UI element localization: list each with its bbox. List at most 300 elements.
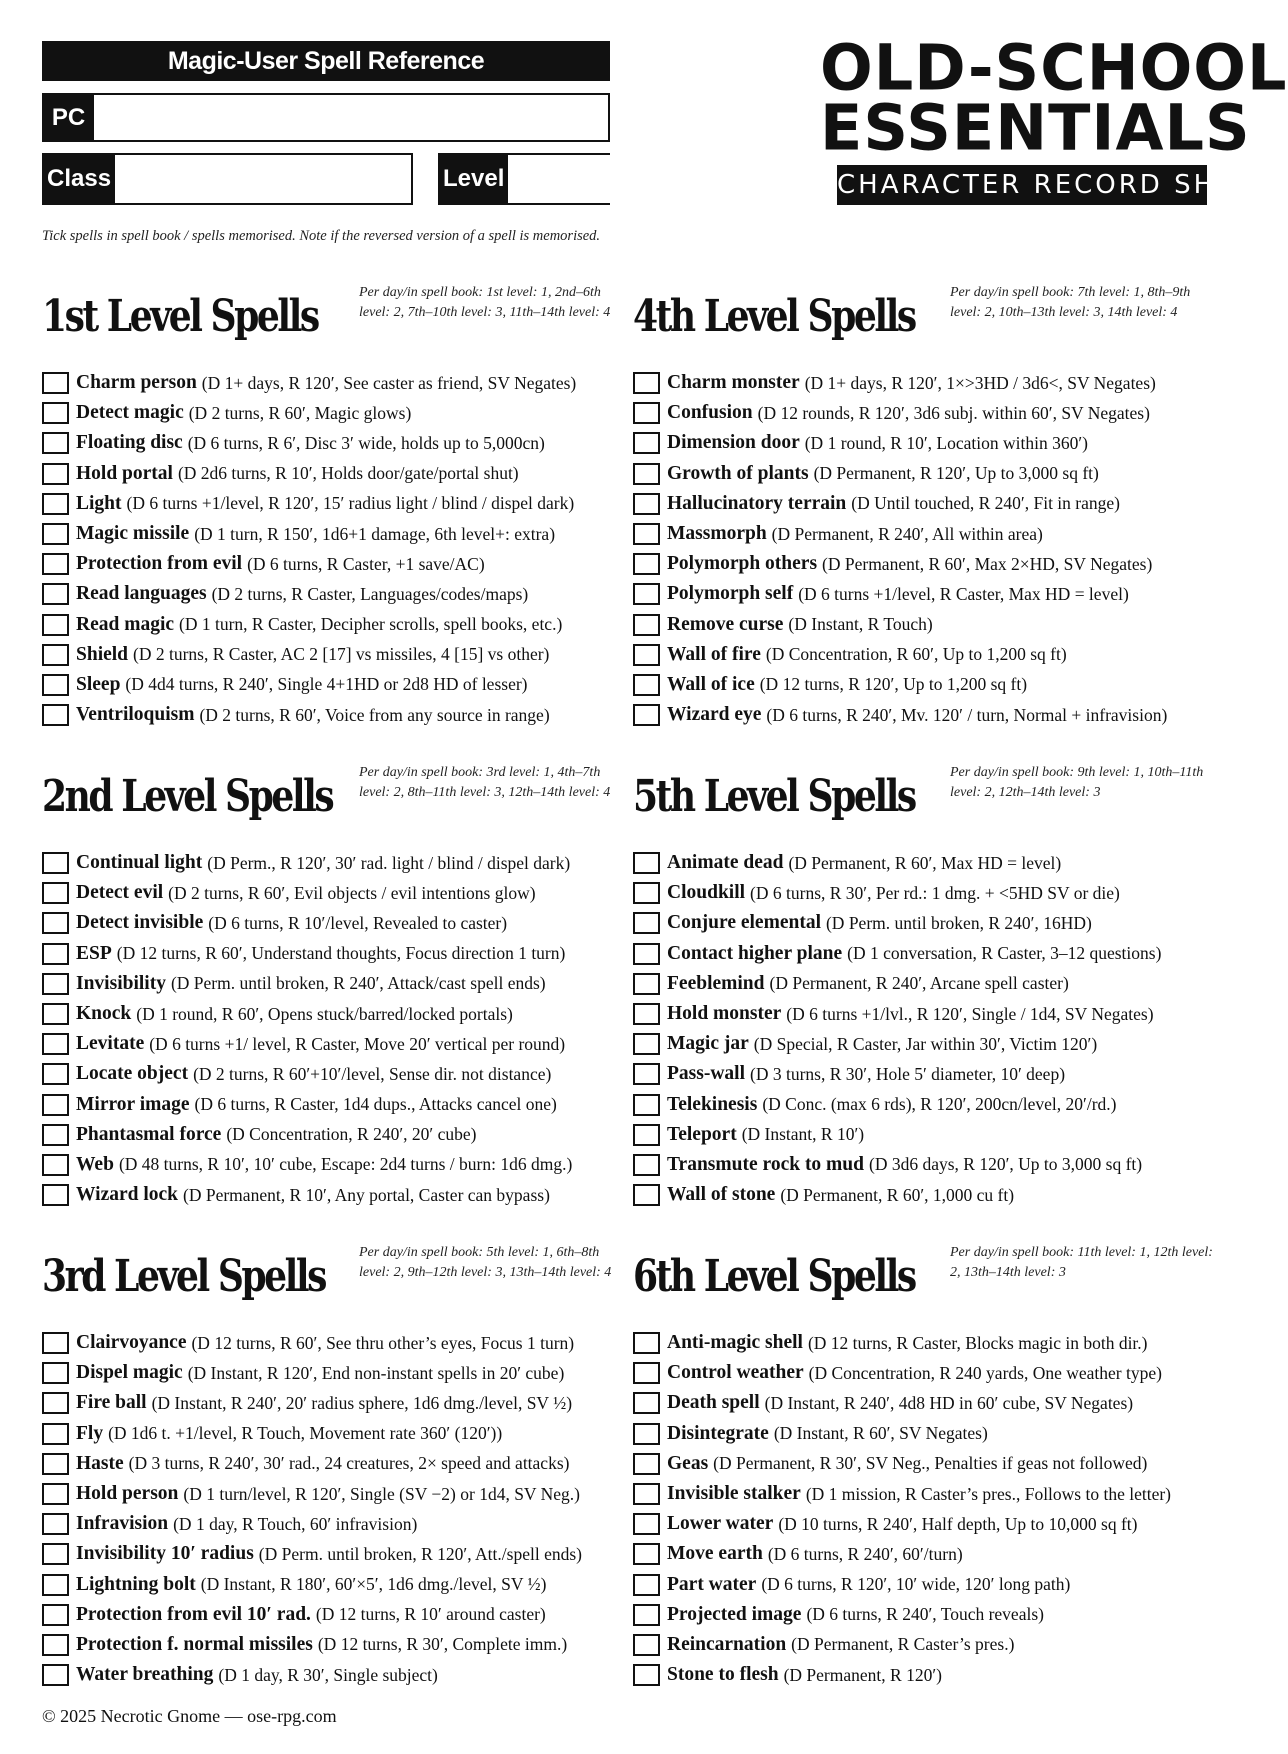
spell-checkbox[interactable] bbox=[633, 402, 660, 424]
spell-checkbox[interactable] bbox=[633, 644, 660, 666]
pc-label: PC bbox=[44, 95, 94, 140]
spell-checkbox[interactable] bbox=[633, 493, 660, 515]
spell-checkbox[interactable] bbox=[633, 1124, 660, 1146]
spell-row bbox=[42, 999, 642, 1029]
spell-row bbox=[42, 1180, 642, 1210]
spell-details: (D Instant, R 120′, End non-instant spells in 20′ cube) bbox=[187, 1362, 565, 1383]
spell-name: Levitate bbox=[76, 1033, 145, 1055]
spell-checkbox[interactable] bbox=[42, 1184, 69, 1206]
spell-details: (D Instant, R 180′, 60′×5′, 1d6 dmg./level, SV ½) bbox=[200, 1574, 547, 1595]
spell-details: (D 48 turns, R 10′, 10′ cube, Escape: 2d4 turns / burn: 1d6 dmg.) bbox=[118, 1154, 573, 1175]
spell-row bbox=[633, 848, 1233, 878]
spell-checkbox[interactable] bbox=[633, 882, 660, 904]
spell-checkbox[interactable] bbox=[633, 1423, 660, 1445]
spell-details: (D 6 turns, R Caster, 1d4 dups., Attacks cancel one) bbox=[194, 1094, 557, 1115]
spell-checkbox[interactable] bbox=[42, 912, 69, 934]
spell-name: Hold monster bbox=[667, 1003, 782, 1025]
spell-name: Continual light bbox=[76, 852, 203, 874]
logo-line-1: OLD-SCHOOL bbox=[820, 30, 1288, 105]
spell-name: Hold portal bbox=[76, 462, 173, 484]
spell-details: (D 6 turns +1/level, R 120′, 15′ radius light / blind / dispel dark) bbox=[126, 493, 575, 514]
spell-name: Growth of plants bbox=[667, 462, 809, 484]
spell-name: Invisibility bbox=[76, 972, 166, 994]
spell-checkbox[interactable] bbox=[42, 553, 69, 575]
section-level-3 bbox=[42, 1243, 622, 1686]
spell-name: ESP bbox=[76, 942, 112, 964]
per-day-note: Per day/in spell book: 3rd level: 1, 4th–7th level: 2, 8th–11th level: 3, 12th–14th level: 4 bbox=[359, 765, 611, 800]
spell-checkbox[interactable] bbox=[633, 852, 660, 874]
spell-row bbox=[42, 908, 642, 938]
spell-details: (D Permanent, R 240′, All within area) bbox=[771, 523, 1043, 544]
spell-name: Hallucinatory terrain bbox=[667, 492, 847, 514]
spell-row bbox=[42, 459, 642, 489]
spell-name: Wizard eye bbox=[667, 704, 762, 726]
spell-details: (D Instant, R 10′) bbox=[741, 1124, 865, 1145]
spell-checkbox[interactable] bbox=[633, 912, 660, 934]
spell-checkbox[interactable] bbox=[42, 1664, 69, 1686]
pc-input[interactable] bbox=[94, 95, 608, 140]
spell-name: Geas bbox=[667, 1452, 709, 1474]
spell-details: (D 12 turns, R 120′, Up to 1,200 sq ft) bbox=[759, 674, 1028, 695]
spell-name: Detect evil bbox=[76, 882, 164, 904]
spell-details: (D 3 turns, R 30′, Hole 5′ diameter, 10′ deep) bbox=[750, 1063, 1066, 1084]
spell-checkbox[interactable] bbox=[42, 372, 69, 394]
spell-details: (D 6 turns, R 6′, Disc 3′ wide, holds up to 5,000cn) bbox=[187, 432, 545, 453]
spell-row bbox=[633, 670, 1233, 700]
spell-checkbox[interactable] bbox=[42, 614, 69, 636]
spell-name: Cloudkill bbox=[667, 882, 746, 904]
spell-details: (D Permanent, R 30′, SV Neg., Penalties if geas not followed) bbox=[713, 1453, 1148, 1474]
spell-details: (D 2 turns, R 60′, Magic glows) bbox=[188, 402, 412, 423]
spell-name: Pass-wall bbox=[667, 1063, 745, 1085]
spell-row bbox=[633, 489, 1233, 519]
spell-checkbox[interactable] bbox=[42, 882, 69, 904]
spell-row bbox=[633, 579, 1233, 609]
spell-name: Charm person bbox=[76, 372, 197, 394]
spell-row bbox=[633, 1509, 1233, 1539]
section-level-4 bbox=[633, 283, 1213, 726]
spell-name: Ventriloquism bbox=[76, 704, 195, 726]
spell-name: Death spell bbox=[667, 1392, 760, 1414]
spell-name: Feeblemind bbox=[667, 972, 765, 994]
spell-checkbox[interactable] bbox=[42, 1033, 69, 1055]
spell-details: (D Permanent, R 60′, 1,000 cu ft) bbox=[780, 1184, 1015, 1205]
section-heading: 5th Level Spells bbox=[633, 771, 915, 822]
spell-checkbox[interactable] bbox=[633, 1033, 660, 1055]
spell-checkbox[interactable] bbox=[42, 1094, 69, 1116]
spell-row bbox=[633, 1419, 1233, 1449]
spell-row bbox=[633, 1660, 1233, 1690]
spell-list bbox=[42, 848, 642, 1210]
spell-details: (D 2 turns, R 60′+10′/level, Sense dir. not distance) bbox=[193, 1063, 552, 1084]
spell-checkbox[interactable] bbox=[633, 1664, 660, 1686]
spell-checkbox[interactable] bbox=[42, 852, 69, 874]
per-day-note: Per day/in spell book: 11th level: 1, 12th level: 2, 13th–14th level: 3 bbox=[950, 1245, 1213, 1280]
spell-name: Conjure elemental bbox=[667, 912, 821, 934]
spell-list bbox=[42, 368, 642, 730]
spell-details: (D 6 turns, R 240′, Touch reveals) bbox=[806, 1604, 1044, 1625]
section-level-2 bbox=[42, 763, 622, 1206]
spell-checkbox[interactable] bbox=[633, 1332, 660, 1354]
spell-name: Lower water bbox=[667, 1513, 774, 1535]
spell-checkbox[interactable] bbox=[633, 1392, 660, 1414]
spell-row bbox=[633, 640, 1233, 670]
spell-details: (D 6 turns +1/ level, R Caster, Move 20′ vertical per round) bbox=[149, 1033, 566, 1054]
spell-name: Move earth bbox=[667, 1543, 763, 1565]
logo-line-2: ESSENTIALS bbox=[820, 90, 1251, 165]
spell-name: Light bbox=[76, 492, 122, 514]
spell-name: Read magic bbox=[76, 613, 175, 635]
spell-row bbox=[633, 1120, 1233, 1150]
spell-checkbox[interactable] bbox=[42, 1634, 69, 1656]
spell-name: Control weather bbox=[667, 1362, 804, 1384]
class-input[interactable] bbox=[115, 155, 411, 203]
spell-row bbox=[633, 1449, 1233, 1479]
spell-name: Fly bbox=[76, 1422, 104, 1444]
spell-checkbox[interactable] bbox=[633, 372, 660, 394]
spell-checkbox[interactable] bbox=[633, 1453, 660, 1475]
spell-name: Infravision bbox=[76, 1513, 169, 1535]
spell-name: Knock bbox=[76, 1003, 132, 1025]
spell-details: (D Perm., R 120′, 30′ rad. light / blind / dispel dark) bbox=[207, 852, 571, 873]
spell-checkbox[interactable] bbox=[42, 1483, 69, 1505]
spell-details: (D Conc. (max 6 rds), R 120′, 200cn/level, 20′/rd.) bbox=[762, 1094, 1117, 1115]
spell-checkbox[interactable] bbox=[42, 1423, 69, 1445]
spell-checkbox[interactable] bbox=[42, 1392, 69, 1414]
spell-name: Telekinesis bbox=[667, 1093, 758, 1115]
spell-details: (D Perm. until broken, R 240′, 16HD) bbox=[825, 912, 1092, 933]
section-heading: 4th Level Spells bbox=[633, 291, 915, 342]
spell-checkbox[interactable] bbox=[42, 644, 69, 666]
spell-row bbox=[633, 549, 1233, 579]
section-level-1 bbox=[42, 283, 622, 726]
section-heading: 6th Level Spells bbox=[633, 1251, 915, 1302]
spell-name: Massmorph bbox=[667, 523, 767, 545]
spell-details: (D 6 turns +1/lvl., R 120′, Single / 1d4, SV Negates) bbox=[786, 1003, 1154, 1024]
spell-row bbox=[42, 1029, 642, 1059]
spell-details: (D 2 turns, R Caster, Languages/codes/maps) bbox=[211, 583, 529, 604]
spell-row bbox=[633, 1090, 1233, 1120]
spell-name: Phantasmal force bbox=[76, 1123, 222, 1145]
spell-row bbox=[42, 1660, 642, 1690]
spell-checkbox[interactable] bbox=[42, 1604, 69, 1626]
spell-checkbox[interactable] bbox=[633, 1184, 660, 1206]
spell-name: Protection from evil bbox=[76, 553, 243, 575]
per-day-note: Per day/in spell book: 1st level: 1, 2nd–6th level: 2, 7th–10th level: 3, 11th–14th level: 4 bbox=[359, 285, 611, 320]
spell-checkbox[interactable] bbox=[633, 463, 660, 485]
spell-name: Wall of ice bbox=[667, 673, 755, 695]
spell-name: Stone to flesh bbox=[667, 1664, 779, 1686]
spell-details: (D 2 turns, R 60′, Evil objects / evil intentions glow) bbox=[168, 882, 536, 903]
section-heading: 1st Level Spells bbox=[42, 291, 318, 342]
spell-list bbox=[633, 848, 1233, 1210]
class-field bbox=[42, 153, 413, 205]
spell-row bbox=[633, 1180, 1233, 1210]
spell-name: Dispel magic bbox=[76, 1362, 183, 1384]
spell-name: Wizard lock bbox=[76, 1184, 179, 1206]
spell-checkbox[interactable] bbox=[633, 1604, 660, 1626]
spell-details: (D 2 turns, R Caster, AC 2 [17] vs missiles, 4 [15] vs other) bbox=[133, 644, 550, 665]
spell-details: (D 12 turns, R 60′, Understand thoughts, Focus direction 1 turn) bbox=[116, 943, 566, 964]
spell-details: (D 1 turn, R Caster, Decipher scrolls, spell books, etc.) bbox=[179, 614, 563, 635]
spell-checkbox[interactable] bbox=[633, 1634, 660, 1656]
spell-details: (D 6 turns, R 120′, 10′ wide, 120′ long path) bbox=[761, 1574, 1071, 1595]
spell-row bbox=[633, 368, 1233, 398]
spell-row bbox=[42, 368, 642, 398]
spell-name: Floating disc bbox=[76, 432, 183, 454]
spell-details: (D Permanent, R 60′, Max 2×HD, SV Negates) bbox=[822, 553, 1153, 574]
spell-checkbox[interactable] bbox=[42, 973, 69, 995]
spell-checkbox[interactable] bbox=[42, 1513, 69, 1535]
spell-checkbox[interactable] bbox=[42, 1543, 69, 1565]
spell-details: (D Concentration, R 60′, Up to 1,200 sq ft) bbox=[765, 644, 1067, 665]
spell-name: Polymorph others bbox=[667, 553, 818, 575]
spell-details: (D Until touched, R 240′, Fit in range) bbox=[851, 493, 1120, 514]
spell-checkbox[interactable] bbox=[633, 614, 660, 636]
spell-checkbox[interactable] bbox=[633, 1003, 660, 1025]
spell-name: Protection from evil 10′ rad. bbox=[76, 1603, 311, 1625]
spell-name: Remove curse bbox=[667, 613, 784, 635]
spell-name: Contact higher plane bbox=[667, 942, 843, 964]
spell-details: (D 1 day, R Touch, 60′ infravision) bbox=[173, 1513, 418, 1534]
spell-name: Detect invisible bbox=[76, 912, 204, 934]
spell-details: (D 1+ days, R 120′, See caster as friend, SV Negates) bbox=[201, 372, 577, 393]
spell-name: Magic missile bbox=[76, 523, 190, 545]
spell-checkbox[interactable] bbox=[633, 432, 660, 454]
spell-details: (D 6 turns, R 30′, Per rd.: 1 dmg. + <5HD SV or die) bbox=[750, 882, 1120, 903]
spell-row bbox=[633, 398, 1233, 428]
spell-name: Clairvoyance bbox=[76, 1332, 187, 1354]
spell-row bbox=[42, 398, 642, 428]
spell-row bbox=[42, 519, 642, 549]
spell-name: Hold person bbox=[76, 1483, 179, 1505]
spell-row bbox=[42, 1570, 642, 1600]
spell-details: (D 6 turns, R 240′, Mv. 120′ / turn, Normal + infravision) bbox=[766, 704, 1168, 725]
pc-field bbox=[42, 93, 610, 142]
spell-checkbox[interactable] bbox=[633, 1513, 660, 1535]
spell-row bbox=[633, 1150, 1233, 1180]
spell-row bbox=[633, 700, 1233, 730]
spell-checkbox[interactable] bbox=[42, 463, 69, 485]
spell-row bbox=[42, 1509, 642, 1539]
spell-name: Mirror image bbox=[76, 1093, 190, 1115]
spell-list bbox=[633, 1328, 1233, 1690]
spell-name: Sleep bbox=[76, 673, 121, 695]
spell-checkbox[interactable] bbox=[633, 1154, 660, 1176]
spell-details: (D 1 mission, R Caster’s pres., Follows to the letter) bbox=[805, 1483, 1172, 1504]
spell-details: (D Instant, R 240′, 20′ radius sphere, 1d6 dmg./level, SV ½) bbox=[151, 1392, 573, 1413]
spell-row bbox=[42, 428, 642, 458]
spell-row bbox=[633, 939, 1233, 969]
spell-checkbox[interactable] bbox=[42, 402, 69, 424]
spell-checkbox[interactable] bbox=[633, 1543, 660, 1565]
spell-name: Invisible stalker bbox=[667, 1483, 801, 1505]
spell-details: (D Permanent, R 60′, Max HD = level) bbox=[788, 852, 1062, 873]
spell-details: (D Concentration, R 240 yards, One weather type) bbox=[808, 1362, 1162, 1383]
sheet-title: Magic-User Spell Reference bbox=[42, 41, 610, 81]
level-input[interactable] bbox=[508, 155, 685, 203]
spell-row bbox=[42, 700, 642, 730]
spell-checkbox[interactable] bbox=[42, 674, 69, 696]
spell-checkbox[interactable] bbox=[633, 1063, 660, 1085]
spell-row bbox=[633, 1539, 1233, 1569]
spell-row bbox=[42, 939, 642, 969]
spell-checkbox[interactable] bbox=[42, 583, 69, 605]
spell-checkbox[interactable] bbox=[42, 704, 69, 726]
spell-checkbox[interactable] bbox=[42, 1453, 69, 1475]
spell-details: (D 12 turns, R 10′ around caster) bbox=[315, 1604, 546, 1625]
spell-row bbox=[633, 1630, 1233, 1660]
spell-details: (D Permanent, R Caster’s pres.) bbox=[791, 1634, 1015, 1655]
spell-row bbox=[42, 1600, 642, 1630]
spell-name: Shield bbox=[76, 643, 129, 665]
spell-name: Confusion bbox=[667, 402, 753, 424]
spell-checkbox[interactable] bbox=[42, 943, 69, 965]
spell-name: Polymorph self bbox=[667, 583, 794, 605]
spell-name: Wall of stone bbox=[667, 1184, 776, 1206]
spell-row bbox=[633, 1388, 1233, 1418]
spell-details: (D 6 turns +1/level, R Caster, Max HD = level) bbox=[798, 583, 1129, 604]
spell-checkbox[interactable] bbox=[42, 1332, 69, 1354]
spell-details: (D 6 turns, R Caster, +1 save/AC) bbox=[247, 553, 485, 574]
spell-row bbox=[42, 969, 642, 999]
spell-row bbox=[633, 428, 1233, 458]
spell-row bbox=[42, 1328, 642, 1358]
logo-subtitle: CHARACTER RECORD SHEET bbox=[837, 165, 1207, 205]
section-heading: 3rd Level Spells bbox=[42, 1251, 326, 1302]
section-heading: 2nd Level Spells bbox=[42, 771, 333, 822]
spell-name: Read languages bbox=[76, 583, 207, 605]
spell-row bbox=[42, 1090, 642, 1120]
spell-row bbox=[633, 878, 1233, 908]
spell-row bbox=[42, 1539, 642, 1569]
spell-checkbox[interactable] bbox=[633, 943, 660, 965]
spell-name: Locate object bbox=[76, 1063, 189, 1085]
spell-row bbox=[633, 1328, 1233, 1358]
spell-details: (D 6 turns, R 240′, 60′/turn) bbox=[767, 1543, 963, 1564]
spell-checkbox[interactable] bbox=[633, 1574, 660, 1596]
spell-checkbox[interactable] bbox=[42, 1124, 69, 1146]
spell-details: (D Concentration, R 240′, 20′ cube) bbox=[226, 1124, 477, 1145]
spell-details: (D 1 turn/level, R 120′, Single (SV −2) or 1d4, SV Neg.) bbox=[183, 1483, 580, 1504]
spell-name: Teleport bbox=[667, 1123, 737, 1145]
spell-row bbox=[42, 1358, 642, 1388]
spell-checkbox[interactable] bbox=[633, 523, 660, 545]
spell-checkbox[interactable] bbox=[42, 1574, 69, 1596]
spell-details: (D Instant, R Touch) bbox=[788, 614, 933, 635]
spell-checkbox[interactable] bbox=[633, 1483, 660, 1505]
spell-name: Fire ball bbox=[76, 1392, 147, 1414]
spell-name: Protection f. normal missiles bbox=[76, 1633, 313, 1655]
spell-details: (D 1+ days, R 120′, 1×>3HD / 3d6<, SV Negates) bbox=[804, 372, 1156, 393]
spell-checkbox[interactable] bbox=[633, 973, 660, 995]
spell-details: (D 1 day, R 30′, Single subject) bbox=[218, 1664, 438, 1685]
spell-checkbox[interactable] bbox=[42, 1003, 69, 1025]
spell-name: Charm monster bbox=[667, 372, 800, 394]
spell-details: (D 12 turns, R 30′, Complete imm.) bbox=[317, 1634, 568, 1655]
spell-name: Disintegrate bbox=[667, 1422, 769, 1444]
spell-row bbox=[42, 670, 642, 700]
spell-row bbox=[42, 1120, 642, 1150]
spell-details: (D 3d6 days, R 120′, Up to 3,000 sq ft) bbox=[869, 1154, 1143, 1175]
spell-details: (D 12 turns, R 60′, See thru other’s eyes, Focus 1 turn) bbox=[191, 1332, 575, 1353]
spell-checkbox[interactable] bbox=[42, 1063, 69, 1085]
spell-checkbox[interactable] bbox=[633, 1094, 660, 1116]
spell-list bbox=[633, 368, 1233, 730]
spell-checkbox[interactable] bbox=[633, 553, 660, 575]
level-field bbox=[438, 153, 610, 205]
spell-name: Projected image bbox=[667, 1603, 802, 1625]
spell-details: (D Permanent, R 10′, Any portal, Caster can bypass) bbox=[183, 1184, 550, 1205]
spell-name: Anti-magic shell bbox=[667, 1332, 803, 1354]
spell-details: (D 1 round, R 60′, Opens stuck/barred/locked portals) bbox=[136, 1003, 513, 1024]
spell-checkbox[interactable] bbox=[633, 704, 660, 726]
spell-row bbox=[633, 908, 1233, 938]
spell-name: Invisibility 10′ radius bbox=[76, 1543, 254, 1565]
spell-checkbox[interactable] bbox=[42, 1154, 69, 1176]
spell-details: (D Permanent, R 120′) bbox=[783, 1664, 942, 1685]
spell-name: Part water bbox=[667, 1573, 757, 1595]
spell-row bbox=[633, 610, 1233, 640]
spell-name: Water breathing bbox=[76, 1664, 214, 1686]
spell-checkbox[interactable] bbox=[42, 1362, 69, 1384]
spell-checkbox[interactable] bbox=[633, 674, 660, 696]
spell-name: Magic jar bbox=[667, 1033, 749, 1055]
spell-row bbox=[42, 549, 642, 579]
spell-checkbox[interactable] bbox=[633, 583, 660, 605]
spell-row bbox=[42, 1479, 642, 1509]
spell-name: Reincarnation bbox=[667, 1633, 787, 1655]
spell-details: (D 1d6 t. +1/level, R Touch, Movement rate 360′ (120′)) bbox=[108, 1423, 503, 1444]
spell-row bbox=[42, 579, 642, 609]
class-label: Class bbox=[44, 155, 115, 203]
spell-row bbox=[42, 610, 642, 640]
spell-details: (D Permanent, R 120′, Up to 3,000 sq ft) bbox=[813, 463, 1099, 484]
spell-name: Wall of fire bbox=[667, 643, 761, 665]
spell-row bbox=[42, 489, 642, 519]
spell-checkbox[interactable] bbox=[42, 432, 69, 454]
spell-row bbox=[42, 1059, 642, 1089]
per-day-note: Per day/in spell book: 5th level: 1, 6th–8th level: 2, 9th–12th level: 3, 13th–14th level: 4 bbox=[359, 1245, 612, 1280]
spell-row bbox=[633, 969, 1233, 999]
spell-name: Haste bbox=[76, 1452, 124, 1474]
spell-checkbox[interactable] bbox=[42, 523, 69, 545]
copyright-footer: © 2025 Necrotic Gnome — ose-rpg.com bbox=[42, 1706, 337, 1726]
spell-row bbox=[633, 459, 1233, 489]
spell-row bbox=[42, 640, 642, 670]
spell-row bbox=[42, 1419, 642, 1449]
spell-details: (D 12 rounds, R 120′, 3d6 subj. within 60′, SV Negates) bbox=[757, 402, 1150, 423]
instructions-note: Tick spells in spell book / spells memorised. Note if the reversed version of a spell is memorised. bbox=[42, 228, 601, 244]
spell-details: (D 3 turns, R 240′, 30′ rad., 24 creatures, 2× speed and attacks) bbox=[128, 1453, 570, 1474]
spell-details: (D Instant, R 60′, SV Negates) bbox=[773, 1423, 988, 1444]
spell-row bbox=[42, 1630, 642, 1660]
spell-details: (D Perm. until broken, R 120′, Att./spell ends) bbox=[258, 1543, 582, 1564]
per-day-note: Per day/in spell book: 9th level: 1, 10th–11th level: 2, 12th–14th level: 3 bbox=[950, 765, 1204, 800]
spell-row bbox=[633, 1600, 1233, 1630]
spell-details: (D 2 turns, R 60′, Voice from any source in range) bbox=[199, 704, 550, 725]
spell-details: (D 10 turns, R 240′, Half depth, Up to 10,000 sq ft) bbox=[778, 1513, 1138, 1534]
spell-row bbox=[633, 1479, 1233, 1509]
spell-details: (D 6 turns, R 10′/level, Revealed to caster) bbox=[208, 912, 508, 933]
spell-row bbox=[633, 999, 1233, 1029]
spell-details: (D Permanent, R 240′, Arcane spell caster) bbox=[769, 973, 1069, 994]
spell-checkbox[interactable] bbox=[42, 493, 69, 515]
spell-details: (D 1 conversation, R Caster, 3–12 questions) bbox=[847, 943, 1162, 964]
spell-details: (D Special, R Caster, Jar within 30′, Victim 120′) bbox=[753, 1033, 1098, 1054]
spell-checkbox[interactable] bbox=[633, 1362, 660, 1384]
spell-details: (D 4d4 turns, R 240′, Single 4+1HD or 2d8 HD of lesser) bbox=[125, 674, 528, 695]
